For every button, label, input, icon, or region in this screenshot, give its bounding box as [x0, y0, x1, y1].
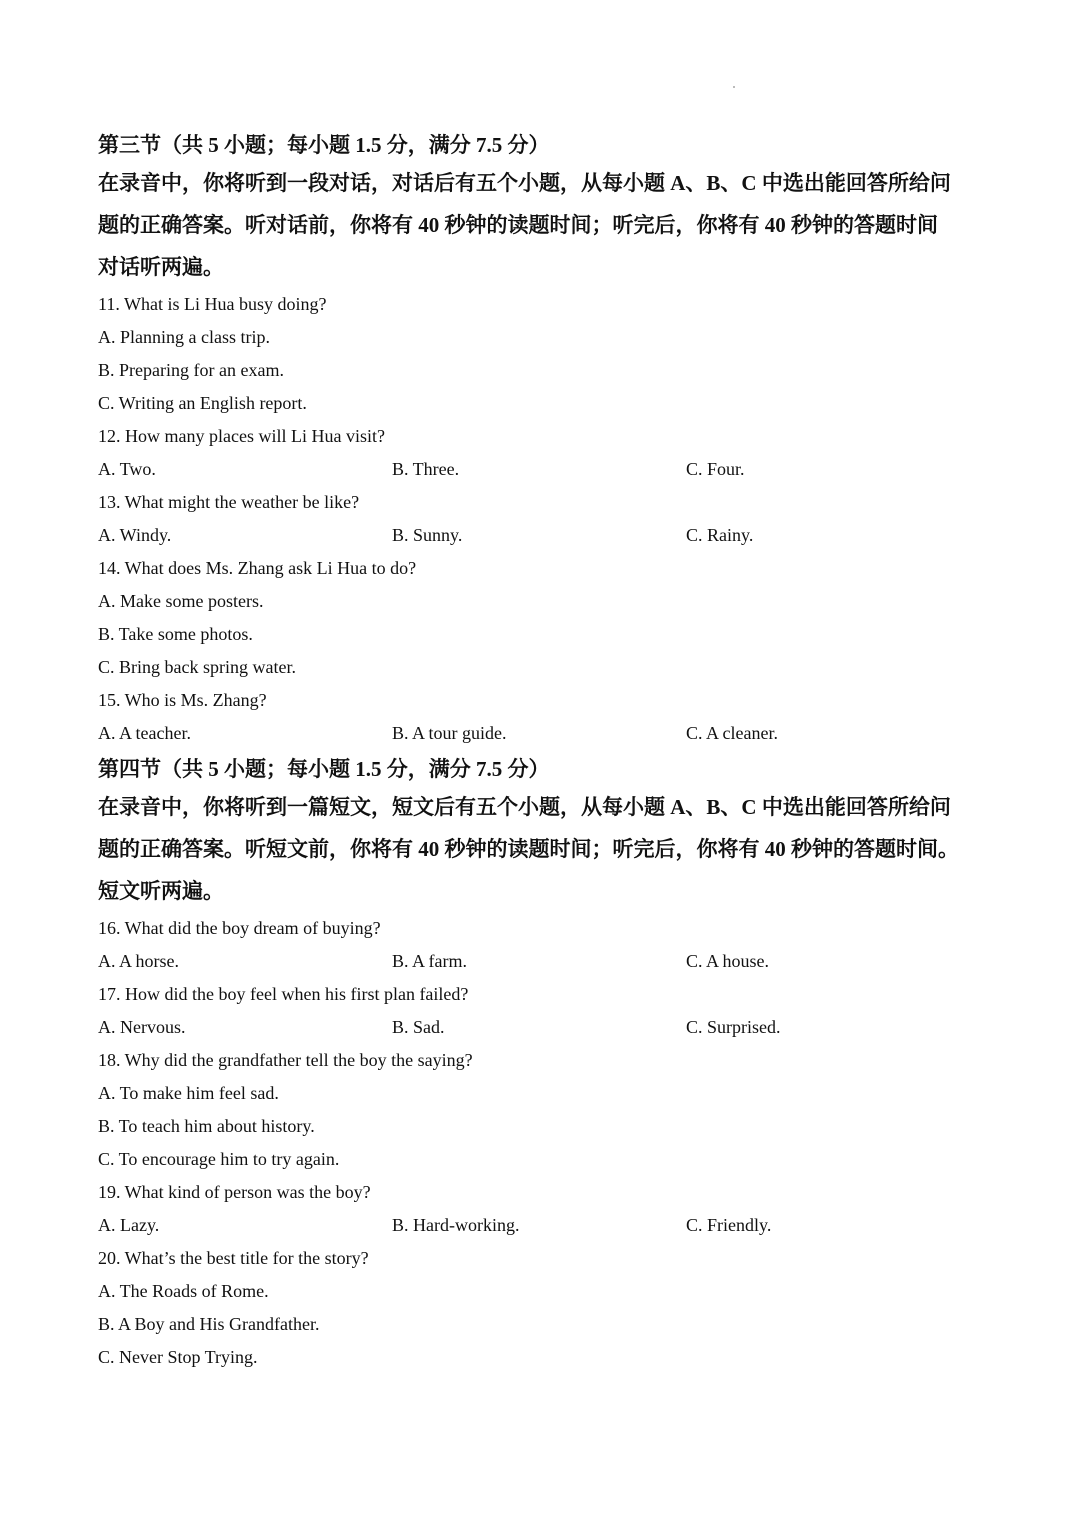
option-c: C. A cleaner. — [686, 723, 778, 743]
question-18 — [98, 1044, 988, 1176]
option-a: A. The Roads of Rome. — [98, 1281, 269, 1301]
option-b: B. Sad. — [392, 1017, 445, 1037]
option-a: A. Nervous. — [98, 1017, 186, 1037]
option-a: A. Lazy. — [98, 1215, 160, 1235]
option-a: A. A teacher. — [98, 723, 191, 743]
question-text: 11. What is Li Hua busy doing? — [98, 294, 327, 314]
option-c: C. Four. — [686, 459, 745, 479]
question-text: 15. Who is Ms. Zhang? — [98, 690, 267, 710]
options-row — [98, 519, 988, 552]
option-c: C. Writing an English report. — [98, 393, 307, 413]
question-text: 19. What kind of person was the boy? — [98, 1182, 371, 1202]
question-text: 17. How did the boy feel when his first plan failed? — [98, 984, 469, 1004]
question-text: 20. What’s the best title for the story? — [98, 1248, 369, 1268]
options-row — [98, 453, 988, 486]
option-b: B. To teach him about history. — [98, 1116, 315, 1136]
instruction-line: 对话听两遍。 — [98, 255, 224, 279]
question-16 — [98, 912, 988, 978]
options-row — [98, 717, 988, 750]
option-c: C. To encourage him to try again. — [98, 1149, 340, 1169]
option-c: C. Surprised. — [686, 1017, 781, 1037]
option-b: B. Sunny. — [392, 525, 463, 545]
question-15 — [98, 684, 988, 750]
instruction-line: 在录音中，你将听到一段对话，对话后有五个小题，从每小题 A、B、C 中选出能回答所给问 — [98, 171, 951, 195]
scan-mark — [733, 86, 735, 88]
question-13 — [98, 486, 988, 552]
question-text: 14. What does Ms. Zhang ask Li Hua to do? — [98, 558, 417, 578]
question-text: 18. Why did the grandfather tell the boy the saying? — [98, 1050, 473, 1070]
option-b: B. A farm. — [392, 951, 467, 971]
question-11 — [98, 288, 988, 420]
question-19 — [98, 1176, 988, 1242]
option-b: B. Hard-working. — [392, 1215, 520, 1235]
option-a: A. To make him feel sad. — [98, 1083, 279, 1103]
section-title: 第三节（共 5 小题；每小题 1.5 分，满分 7.5 分） — [98, 133, 550, 157]
option-c: C. Friendly. — [686, 1215, 772, 1235]
section-instructions — [98, 162, 988, 288]
option-a: A. Windy. — [98, 525, 172, 545]
option-a: A. Two. — [98, 459, 156, 479]
option-c: C. Bring back spring water. — [98, 657, 296, 677]
question-17 — [98, 978, 988, 1044]
options-row — [98, 945, 988, 978]
instruction-line: 在录音中，你将听到一篇短文，短文后有五个小题，从每小题 A、B、C 中选出能回答所给问 — [98, 795, 951, 819]
option-b: B. Take some photos. — [98, 624, 253, 644]
instruction-line: 短文听两遍。 — [98, 879, 224, 903]
section-4 — [98, 752, 988, 1374]
question-text: 12. How many places will Li Hua visit? — [98, 426, 385, 446]
options-row — [98, 1209, 988, 1242]
option-b: B. Preparing for an exam. — [98, 360, 284, 380]
option-c: C. Rainy. — [686, 525, 754, 545]
option-c: C. Never Stop Trying. — [98, 1347, 258, 1367]
question-14 — [98, 552, 988, 684]
option-c: C. A house. — [686, 951, 770, 971]
question-20 — [98, 1242, 988, 1374]
option-b: B. A Boy and His Grandfather. — [98, 1314, 320, 1334]
option-b: B. Three. — [392, 459, 460, 479]
instruction-line: 题的正确答案。听短文前，你将有 40 秒钟的读题时间；听完后，你将有 40 秒钟的答题时间。 — [98, 837, 959, 861]
options-row — [98, 1011, 988, 1044]
option-b: B. A tour guide. — [392, 723, 507, 743]
instruction-line: 题的正确答案。听对话前，你将有 40 秒钟的读题时间；听完后，你将有 40 秒钟的答题时间 — [98, 213, 938, 237]
section-3 — [98, 128, 988, 750]
option-a: A. Planning a class trip. — [98, 327, 270, 347]
option-a: A. Make some posters. — [98, 591, 264, 611]
section-title: 第四节（共 5 小题；每小题 1.5 分，满分 7.5 分） — [98, 757, 550, 781]
section-instructions — [98, 786, 988, 912]
question-text: 16. What did the boy dream of buying? — [98, 918, 381, 938]
exam-page — [98, 128, 988, 1374]
option-a: A. A horse. — [98, 951, 179, 971]
question-12 — [98, 420, 988, 486]
question-text: 13. What might the weather be like? — [98, 492, 360, 512]
